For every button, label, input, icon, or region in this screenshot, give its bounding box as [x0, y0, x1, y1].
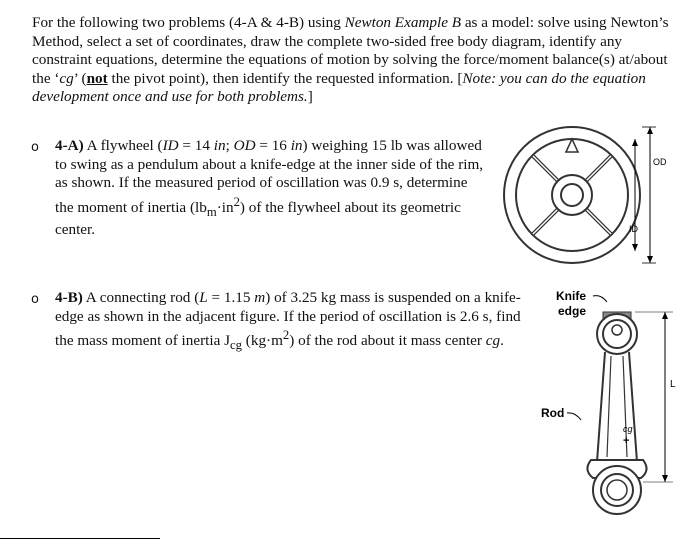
sup-2-b: 2 [282, 328, 290, 343]
text-4a-g: ) of the flywheel about its geometric center. [55, 198, 461, 239]
knife-edge-a [566, 139, 578, 152]
text-4b-d: (kg·m [242, 332, 283, 350]
label-4a: 4-A) [55, 137, 84, 154]
intro-not: not [86, 69, 108, 87]
sup-2-a: 2 [233, 194, 240, 209]
text-4b-c: ) of 3.25 kg mass is suspended on a knife-edge as shown in the adjacent figure. If the period of oscillation is 2.6 s, find the mass moment of inertia J [55, 289, 521, 350]
text-4b-b: = 1.15 [207, 289, 255, 306]
unit-m: m [254, 289, 266, 306]
l-label: L [670, 379, 676, 390]
intro-newton-example: Newton Example B [344, 14, 462, 31]
knife-label: Knife [556, 289, 586, 303]
sub-m: m [206, 204, 217, 219]
text-4a-a: A flywheel ( [83, 137, 163, 154]
knife-edge-b [612, 325, 622, 335]
unit-in-1: in [213, 137, 226, 154]
intro-note: Note: you can do the equation development once and use for both problems. [32, 69, 646, 106]
rod-label: Rod [541, 406, 565, 420]
problem-4b [31, 289, 535, 355]
od-label: OD [653, 157, 667, 167]
intro-text-4: the pivot point), then identify the requested information. [ [107, 69, 463, 87]
intro-text-3: ’ ( [73, 69, 87, 87]
rod-body [597, 352, 637, 462]
var-l: L [199, 289, 208, 306]
id-label: ID [629, 224, 638, 234]
bullet-4b: o [31, 292, 39, 307]
problem-4a [31, 137, 485, 240]
text-4b-e: ) of the rod about it mass center [289, 332, 486, 350]
connecting-rod-figure [535, 282, 695, 532]
var-od: OD [233, 137, 256, 154]
var-id: ID [162, 137, 179, 154]
cg-mark: + [623, 435, 630, 447]
cg-4b: cg [485, 332, 501, 350]
flywheel-bore [561, 184, 583, 206]
unit-in-2: in [290, 137, 303, 154]
intro-text-2: as a model: solve using Newton’s Method, select a set of coordinates, draw the complete two-sided free body diagram, identify any constraint equations, determine the equations of motion by solving the force/moment balance(s) at/about the ‘ [32, 14, 669, 87]
footnote-separator [0, 538, 160, 539]
intro-paragraph [32, 14, 682, 107]
intro-text-1: For the following two problems (4-A & 4-B) using [32, 14, 345, 31]
text-4b-f: . [500, 332, 504, 350]
label-4b: 4-B) [55, 289, 83, 306]
text-4a-b: = 14 [178, 137, 214, 154]
intro-cg: cg [59, 69, 74, 87]
text-4a-d: = 16 [255, 137, 291, 154]
text-4a-f: ·in [216, 198, 234, 216]
edge-label: edge [558, 304, 587, 318]
text-4a-e: ) weighing 15 lb was allowed to swing as a pendulum about a knife-edge at the inner side of the rim, as shown. If the measured period of oscillation was 0.9 s, determine the moment of inertia (lb [55, 137, 484, 216]
text-4b-a: A connecting rod ( [82, 289, 200, 306]
cg-label: cg [623, 424, 633, 434]
bullet-4a: o [31, 140, 39, 155]
sub-cg: cg [230, 338, 242, 353]
intro-text-5: ] [307, 88, 313, 106]
text-4a-c: ; [225, 137, 234, 154]
flywheel-figure [490, 120, 690, 270]
